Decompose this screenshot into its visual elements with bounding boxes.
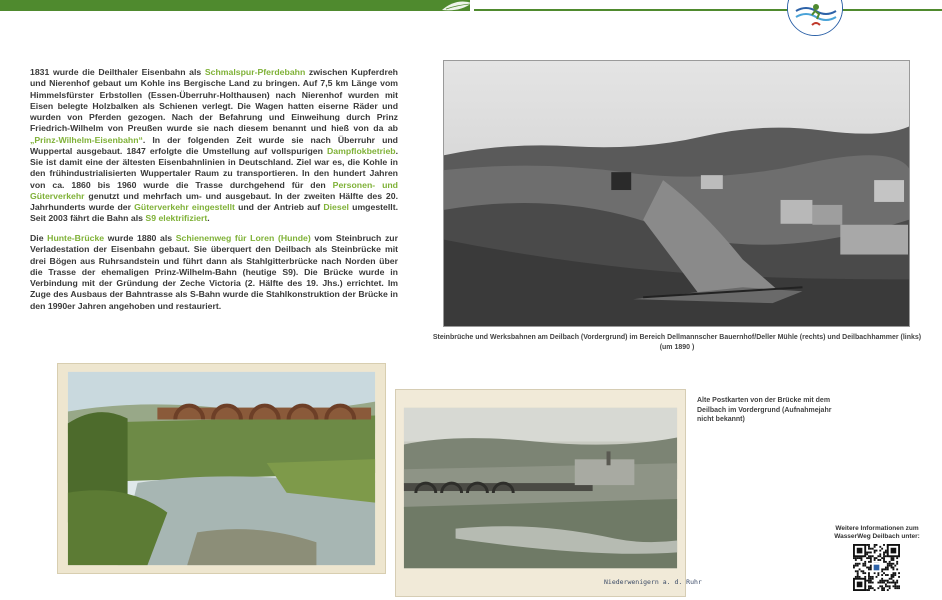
highlight-term: Schmalspur-Pferdebahn — [204, 67, 306, 77]
text-run: wurde 1880 als — [104, 233, 176, 243]
postcard-colored-bridge — [57, 363, 386, 574]
text-run: 1831 wurde die Deilthaler Eisenbahn als — [30, 67, 205, 77]
highlight-term: Hunte-Brücke — [47, 233, 105, 243]
text-run: genutzt und mehrfach um- und ausgebaut. In der zweiten Hälfte des 20. Jahrhunderts wurde der — [30, 190, 398, 212]
postcard-sepia-bridge — [395, 389, 686, 597]
historic-photo-quarry — [443, 60, 910, 327]
leaf-icon — [440, 0, 474, 11]
paragraph-hunte-bridge — [30, 233, 398, 312]
caption-main-photo: Steinbrüche und Werksbahnen am Deilbach (Vordergrund) im Bereich Dellmannscher Bauernhof/Deller Mühle (rechts) und Deilbachhammer (links) (um 1890 ) — [432, 334, 922, 351]
text-run: zwischen Kupferdreh und Nierenhof gebaut um Kohle ins Bergische Land zu bringen. Auf 7,5 km Länge vom Himmelsfürster Erbstollen (Essen-Überruhr-Holthausen) nach Nierenhof wurden mit Eisen belegte Holzbalken als Schienen verlegt. Die Wagen hatten eiserne Räder und wurden von Pferden gezogen. Nach der Befahrung und Einweihung durch Prinz Friedrich-Wilhelm von Preußen wurde sie nach diesem benannt und hieß von da ab — [30, 67, 398, 134]
highlight-term: „Prinz-Wilhelm-Eisenbahn“ — [30, 134, 143, 145]
text-run: vom Steinbruch zur Verladestation der Eisenbahn gebaut. Sie überquert den Deilbach als Steinbrücke mit drei Bögen aus Ruhrsandstein und führt dann als Stahlgitterbrücke nach Norden über die Trasse der ehemaligen Prinz-Wilhelm-Bahn (heutige S9). Die Brücke wurde in Verbindung mit der Gründung der Zeche Victoria (2. Hälfte des 19. Jhs.) errichtet. Im Zuge des Ausbaus der Bahntrasse als S-Bahn wurde die Stahlkonstruktion der Brücke in den 1990er Jahren angehoben und restauriert. — [30, 233, 398, 311]
more-info-label: Weitere Informationen zum WasserWeg Deilbach unter: — [834, 525, 920, 540]
header-bar-right — [474, 9, 942, 11]
highlight-term: S9 elektrifiziert — [145, 213, 208, 224]
text-run: . — [207, 213, 210, 224]
header-bar-left — [0, 0, 470, 11]
postcard-stamp: Niederwenigern a. d. Ruhr — [604, 578, 702, 586]
text-run: . In der folgenden Zeit wurde sie nach Überruhr und Wuppertal ausgebaut. 1847 erfolgte die Umstellung auf vollspurigen — [30, 134, 398, 156]
paragraph-railway-history — [30, 67, 398, 225]
text-run: . Sie ist damit eine der ältesten Eisenbahnlinien in Deutschland. Ziel war es, die Kohle in den frühindustrialisierten Wuppertaler Raum zu transportieren. In den hundert Jahren von ca. 1860 bis 1960 wurde die Trasse durchgehend für den — [30, 145, 398, 190]
highlight-term: Personen- und Güterverkehr — [30, 179, 398, 201]
highlight-term: Schienenweg für Loren (Hunde) — [175, 233, 311, 243]
highlight-term: Güterverkehr eingestellt — [134, 202, 235, 212]
highlight-term: Diesel — [323, 202, 349, 212]
text-run: umgestellt. Seit 2003 fährt die Bahn als — [30, 202, 399, 224]
qr-code-icon — [853, 544, 900, 591]
wasserweg-logo-icon — [788, 0, 843, 36]
highlight-term: Dampflokbetrieb — [327, 145, 396, 156]
text-run: und der Antrieb auf — [234, 202, 324, 212]
caption-postcards: Alte Postkarten von der Brücke mit dem Deilbach im Vordergrund (Aufnahmejahr nicht bekannt) — [697, 397, 832, 423]
qr-code[interactable] — [853, 544, 900, 591]
wasserweg-logo — [787, 0, 843, 36]
text-run: Die — [30, 233, 48, 243]
